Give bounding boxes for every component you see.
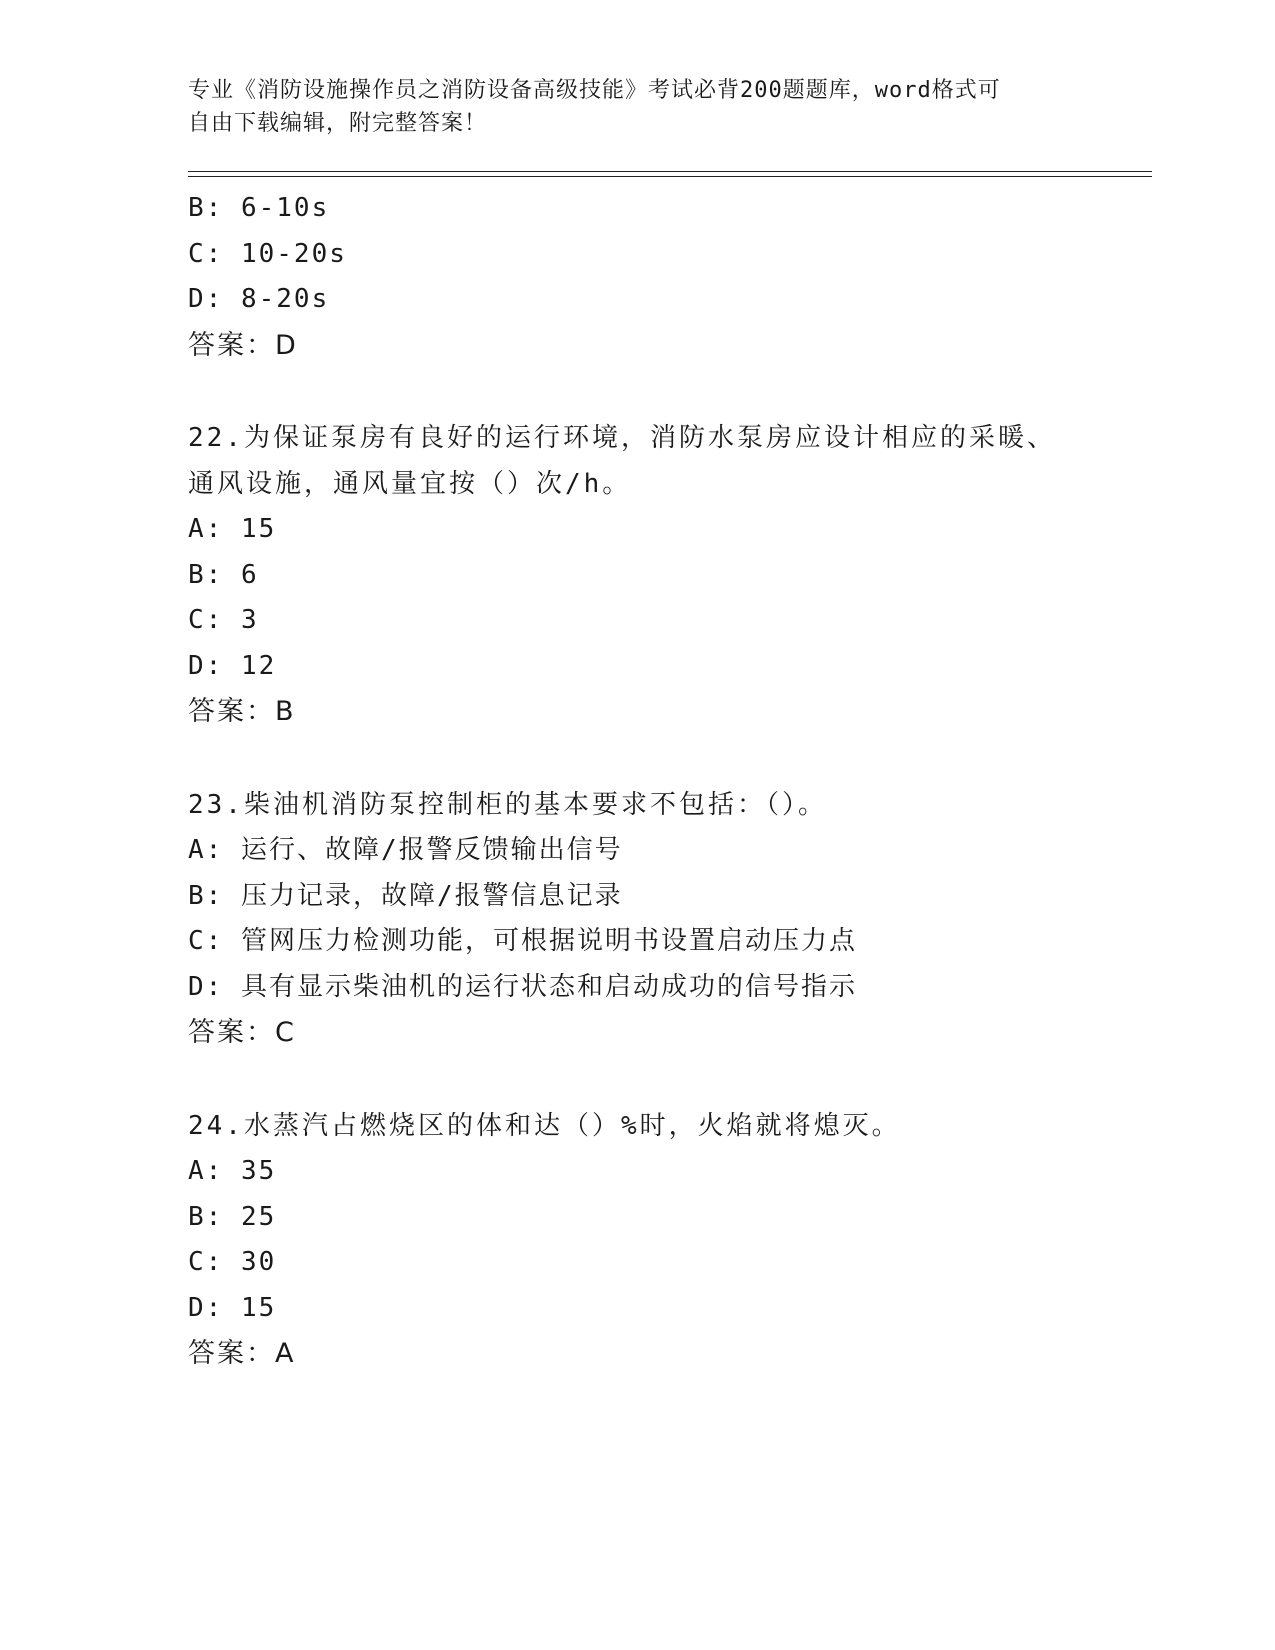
question-text: 24.水蒸汽占燃烧区的体和达（）%时，火焰就将熄灭。	[188, 1110, 901, 1141]
question-24	[188, 1104, 1088, 1377]
question-21-continued	[188, 186, 1088, 368]
answer: 答案：D	[188, 329, 298, 361]
document-header	[188, 74, 1068, 140]
option-a: A: 35	[188, 1156, 277, 1186]
question-text: 22.为保证泵房有良好的运行环境，消防水泵房应设计相应的采暖、通风设施，通风量宜按（）次/h。	[188, 423, 1056, 499]
question-23	[188, 783, 1088, 1056]
option-d: D: 15	[188, 1292, 277, 1323]
option-b: B: 6	[188, 559, 259, 590]
option-b: B: 25	[188, 1201, 277, 1232]
question-list	[188, 186, 1088, 1377]
header-line-2: 自由下载编辑，附完整答案！	[188, 111, 488, 136]
header-line-1: 专业《消防设施操作员之消防设备高级技能》考试必背200题题库，word格式可	[188, 78, 1001, 103]
question-22	[188, 416, 1088, 735]
option-a: A: 运行、故障/报警反馈输出信号	[188, 835, 623, 865]
option-c: C: 30	[188, 1247, 277, 1277]
header-rule-top	[188, 171, 1152, 172]
option-b: B: 6-10s	[188, 193, 330, 223]
option-c: C: 3	[188, 605, 259, 635]
answer: 答案：B	[188, 696, 296, 727]
answer: 答案：C	[188, 1017, 296, 1048]
question-text: 23.柴油机消防泵控制柜的基本要求不包括：（）。	[188, 789, 827, 820]
header-rule-bottom	[188, 176, 1152, 177]
option-c: C: 10-20s	[188, 238, 347, 269]
answer: 答案：A	[188, 1338, 296, 1369]
option-d: D: 具有显示柴油机的运行状态和启动成功的信号指示	[188, 971, 857, 1002]
option-c: C: 管网压力检测功能，可根据说明书设置启动压力点	[188, 926, 857, 956]
option-d: D: 12	[188, 650, 277, 681]
option-d: D: 8-20s	[188, 284, 330, 314]
option-a: A: 15	[188, 514, 277, 544]
option-b: B: 压力记录，故障/报警信息记录	[188, 880, 623, 911]
